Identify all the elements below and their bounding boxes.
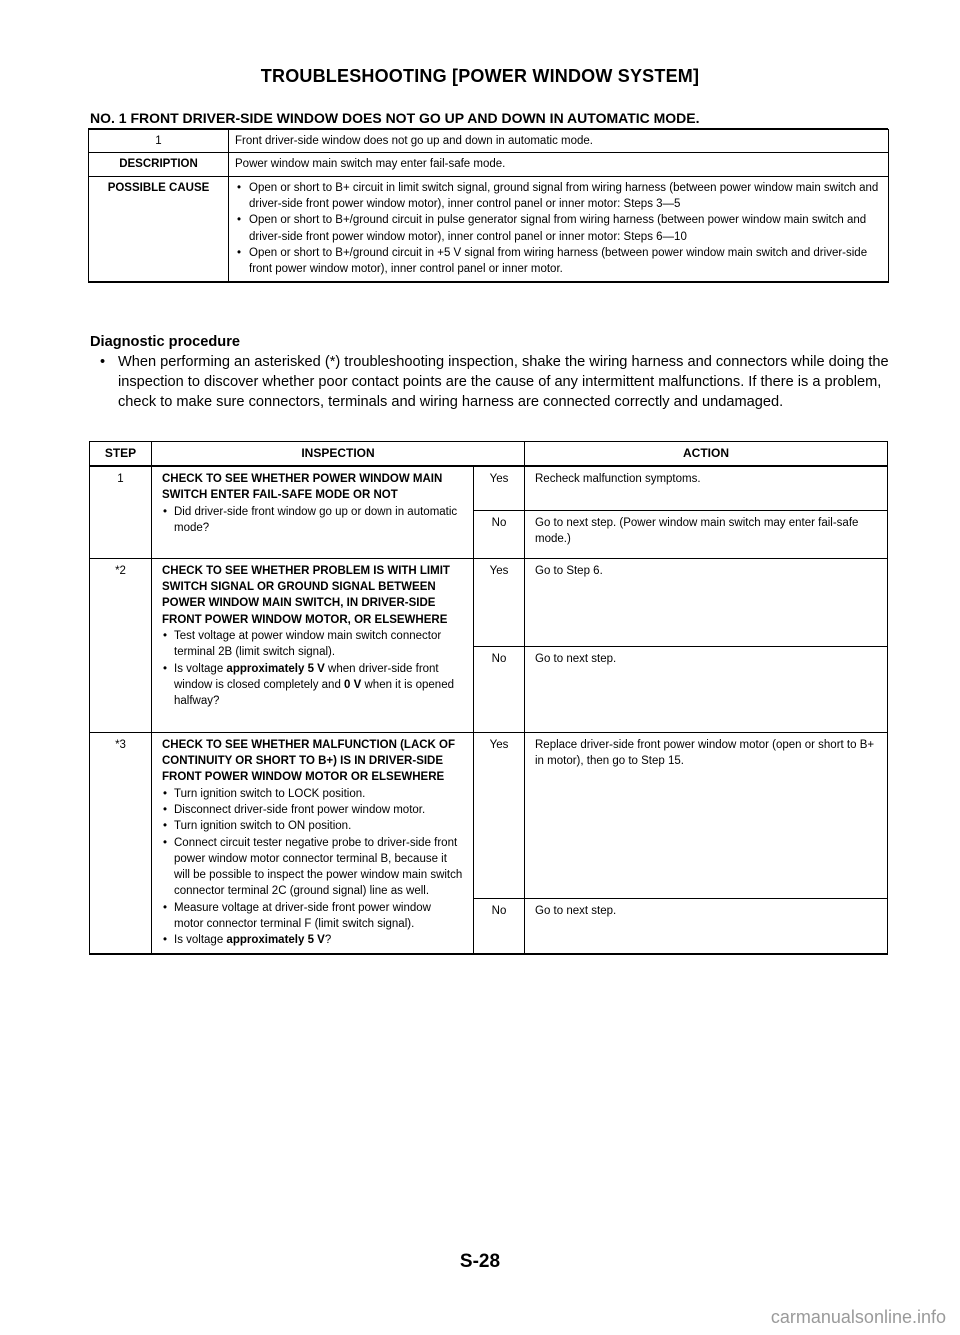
- cause-label: POSSIBLE CAUSE: [89, 176, 229, 281]
- page-title: TROUBLESHOOTING [POWER WINDOW SYSTEM]: [260, 66, 700, 86]
- header-inspection: INSPECTION: [152, 442, 525, 467]
- inspection-bullets: [162, 786, 463, 949]
- yes-label: Yes: [474, 732, 525, 898]
- yes-action: Recheck malfunction symptoms.: [525, 466, 888, 510]
- steps-table: [89, 441, 888, 955]
- no-label: No: [474, 898, 525, 954]
- info-row-cause: [89, 176, 889, 281]
- step-inspection: [152, 558, 474, 732]
- no-action: Go to next step.: [525, 898, 888, 954]
- yes-label: Yes: [474, 466, 525, 510]
- no-action: Go to next step.: [525, 646, 888, 732]
- inspection-bullet: • Turn ignition switch to LOCK position.: [162, 786, 463, 802]
- inspection-bullets: [162, 504, 463, 537]
- cause-list-cell: [229, 176, 889, 281]
- diagnostic-notes: [90, 352, 890, 412]
- info-number-text: Front driver-side window does not go up and down in automatic mode.: [229, 130, 889, 153]
- step-number: *2: [90, 558, 152, 732]
- header-action: ACTION: [525, 442, 888, 467]
- inspection-title: CHECK TO SEE WHETHER MALFUNCTION (LACK OF CONTINUITY OR SHORT TO B+) IS IN DRIVER-SIDE FRONT POWER WINDOW MOTOR OR ELSEWHERE: [162, 738, 456, 784]
- inspection-title: CHECK TO SEE WHETHER PROBLEM IS WITH LIMIT SWITCH SIGNAL OR GROUND SIGNAL BETWEEN POWER WINDOW MAIN SWITCH, IN DRIVER-SIDE FRONT POWER WINDOW MOTOR, OR ELSEWHERE: [162, 564, 450, 626]
- inspection-bullet: • Measure voltage at driver-side front power window motor connector terminal F (limit switch signal).: [162, 900, 463, 933]
- cause-item: • Open or short to B+/ground circuit in pulse generator signal from wiring harness (between power window main switch and driver-side front power window motor), inner control panel or inner motor: Steps 6—10: [235, 212, 882, 245]
- yes-action: Replace driver-side front power window motor (open or short to B+ in motor), then go to Step 15.: [525, 732, 888, 898]
- cause-list: [235, 180, 882, 278]
- step-number: *3: [90, 732, 152, 954]
- description-label: DESCRIPTION: [89, 153, 229, 176]
- diagnostic-title: Diagnostic procedure: [90, 334, 241, 350]
- description-text: Power window main switch may enter fail-safe mode.: [229, 153, 889, 176]
- step-inspection: [152, 466, 474, 558]
- info-number: 1: [89, 130, 229, 153]
- info-table: [88, 129, 889, 283]
- inspection-bullet: • Connect circuit tester negative probe to driver-side front power window motor connector terminal B, because it will be possible to inspect the power window main switch connector terminal 2C (ground signal) line as well.: [162, 835, 463, 900]
- header-step: STEP: [90, 442, 152, 467]
- step-row: [90, 732, 888, 898]
- inspection-title: CHECK TO SEE WHETHER POWER WINDOW MAIN SWITCH ENTER FAIL-SAFE MODE OR NOT: [162, 473, 443, 502]
- cause-item: • Open or short to B+ circuit in limit switch signal, ground signal from wiring harness (between power window main switch and driver-side front power window motor), inner control panel or inner motor: Steps 3—5: [235, 180, 882, 213]
- inspection-bullet: • Disconnect driver-side front power window motor.: [162, 802, 463, 818]
- inspection-bullet: • Test voltage at power window main switch connector terminal 2B (limit switch signal).: [162, 628, 463, 661]
- watermark: carmanualsonline.info: [770, 1307, 946, 1327]
- inspection-bullets: [162, 628, 463, 710]
- inspection-bullet: • Is voltage approximately 5 V when driver-side front window is closed completely and 0 V when it is opened halfway?: [162, 661, 463, 710]
- inspection-bullet: • Turn ignition switch to ON position.: [162, 818, 463, 834]
- step-row: [90, 558, 888, 646]
- steps-header-row: [90, 442, 888, 467]
- yes-label: Yes: [474, 558, 525, 646]
- section-title: NO. 1 FRONT DRIVER-SIDE WINDOW DOES NOT GO UP AND DOWN IN AUTOMATIC MODE.: [90, 110, 700, 126]
- step-inspection: [152, 732, 474, 954]
- inspection-bullet: • Is voltage approximately 5 V?: [162, 932, 463, 948]
- cause-item: • Open or short to B+/ground circuit in +5 V signal from wiring harness (between power window main switch and driver-side front power window motor), inner control panel or inner motor.: [235, 245, 882, 278]
- diagnostic-procedure: [90, 332, 890, 413]
- page-number: S-28: [459, 1251, 501, 1272]
- yes-action: Go to Step 6.: [525, 558, 888, 646]
- no-action: Go to next step. (Power window main switch may enter fail-safe mode.): [525, 510, 888, 558]
- diagnostic-note: • When performing an asterisked (*) troubleshooting inspection, shake the wiring harness and connectors while doing the inspection to discover whether poor contact points are the cause of any intermittent malfunctions. If there is a problem, check to make sure connectors, terminals and wiring harness are connected correctly and undamaged.: [90, 352, 890, 412]
- info-row-description: [89, 153, 889, 176]
- no-label: No: [474, 510, 525, 558]
- step-number: 1: [90, 466, 152, 558]
- info-row-number: [89, 130, 889, 153]
- no-label: No: [474, 646, 525, 732]
- inspection-bullet: • Did driver-side front window go up or down in automatic mode?: [162, 504, 463, 537]
- step-row: [90, 466, 888, 510]
